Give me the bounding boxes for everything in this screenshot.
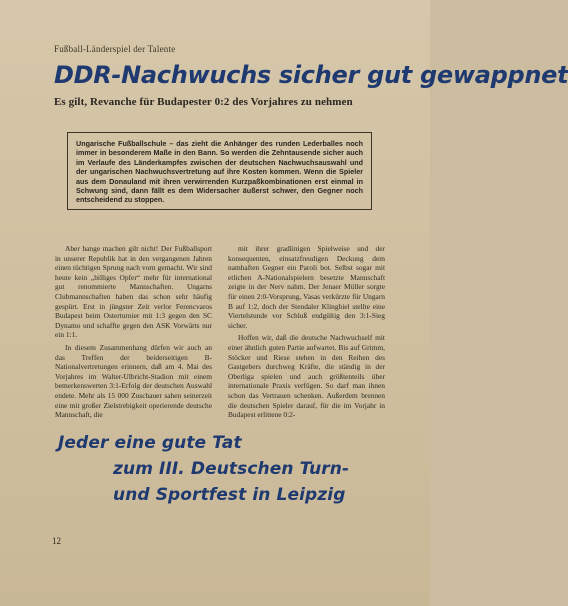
article-kicker: Fußball-Länderspiel der Talente [54, 44, 176, 54]
paragraph: Aber bange machen gilt nicht! Der Fußballsport in unserer Republik hat in den vergangenen Jahren einen tüchtigen Sprung nach vorn gemacht. Wir sind heute kein „billiges Opfer“ mehr für international gut renommierte Mannschaften. Ungarns Clubmannschaften haben das schon sehr häufig gespürt. Erst in jüngster Zeit verlor Ferencvaros Budapest beim Osterturnier mit 1:3 gegen den SC Dynamo und schaffte gegen den ASK Vorwärts nur ein 1:1. [55, 244, 212, 340]
slogan-line: Jeder eine gute Tat [58, 433, 242, 453]
paragraph: mit ihrer gradlinigen Spielweise und der konsequenten, einsatzfreudigen Deckung dem namhaften Gegner ein Paroli bot. Selbst sogar mit etlichen A-Nationalspielern besetzte Mannschaft zeigte in der Nerv nahm. Der Jenaer Müller sorgte für einen 2:0-Vorsprung, Vasas verkürzte für Ungarn B auf 1:2, doch der Stendaler Klingbiel stellte eine Viertelstunde vor Schluß endgültig den 3:1-Sieg sicher. [228, 244, 385, 330]
page-number: 12 [52, 536, 61, 546]
paragraph: Hoffen wir, daß die deutsche Nachwuchself mit einer ähnlich guten Partie aufwartet. Bis auf Grimm, Stöcker und Riese stehen in den Reihen des Gastgebers durchweg Kräfte, die ständig in der Oberliga spielen und auch größtenteils über internationale Praxis verfügen. So darf man ihnen schon das Vertrauen schenken. Außerdem brennen die deutschen Spieler darauf, für die im Vorjahr in Budapest erlittene 0:2- [228, 333, 385, 420]
slogan-line: zum III. Deutschen Turn- [113, 459, 350, 479]
article-column-left [55, 244, 212, 420]
article-column-right [228, 244, 385, 420]
paragraph: In diesem Zusammenhang dürfen wir auch an das Treffen der beiderseitigen B-Nationalvertretungen erinnern, daß am 4. Mai des Vorjahres im Walter-Ulbricht-Stadion mit einem bemerkenswerten 3:1-Erfolg der deutschen Auswahl endete. Mehr als 15 000 Zuschauer sahen seinerzeit eine mit großer Zielstrebigkeit operierende deutsche Mannschaft, die [55, 342, 212, 420]
teaser-box: Ungarische Fußballschule – das zieht die Anhänger des runden Lederballes noch immer in besonderem Maße in den Bann. So werden die Zehntausende sicher auch im Verlaufe des Länderkampfes zwischen der deutschen Nachwuchsauswahl und der ungarischen Nachwuchsvertretung auf ihre Kosten kommen. Wenn die Spieler aus dem Donauland mit ihren verwirrenden Kurzpaßkombinationen erst einmal in Schwung sind, dann fällt es dem Widersacher äußerst schwer, den Gegner noch entscheidend zu stoppen. [67, 132, 372, 210]
slogan-line: und Sportfest in Leipzig [113, 485, 346, 505]
article-headline: DDR-Nachwuchs sicher gut gewappnet [54, 61, 568, 89]
slogan-block [58, 430, 349, 508]
article-subheadline: Es gilt, Revanche für Budapester 0:2 des Vorjahres zu nehmen [54, 96, 353, 108]
